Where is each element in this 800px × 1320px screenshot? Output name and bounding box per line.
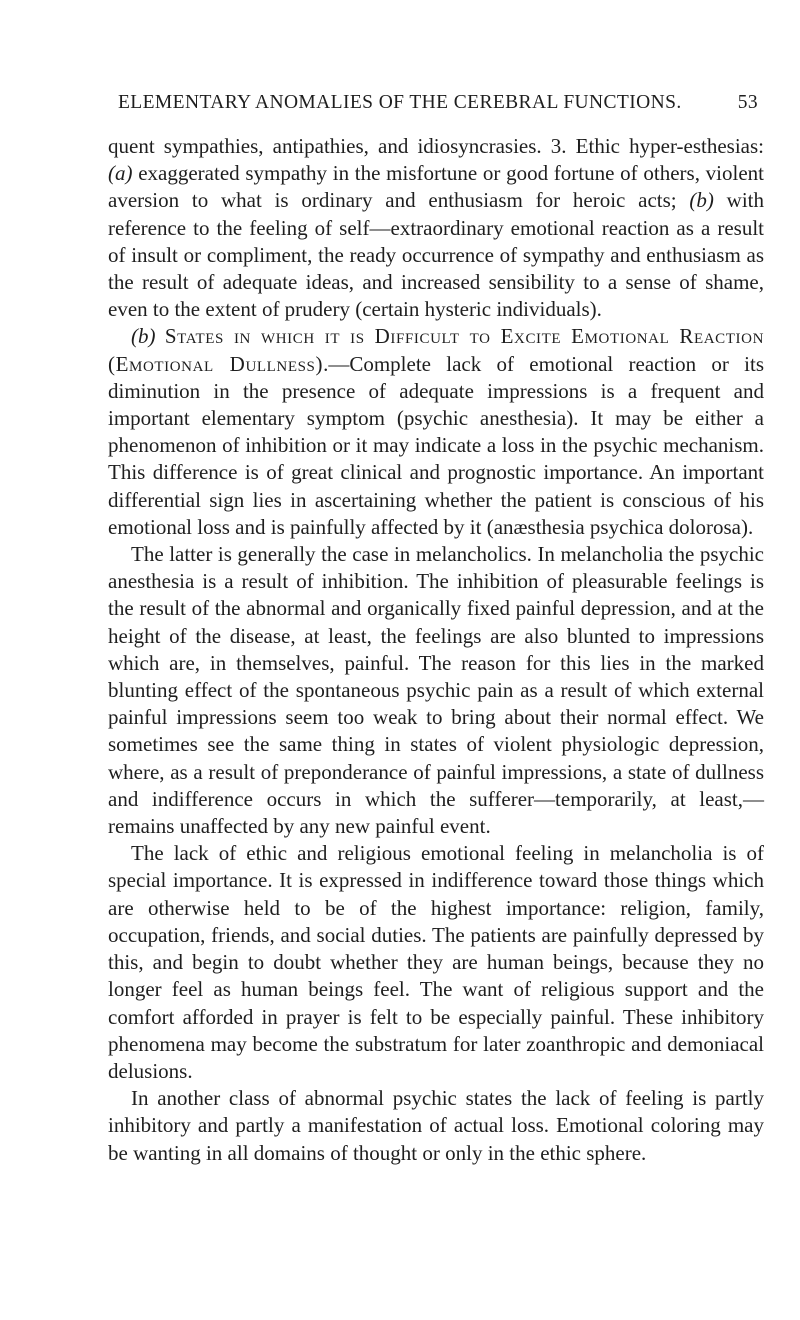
text-run: quent sympathies, antipathies, and idiosyncrasies. 3. Ethic hyper-esthesias: (108, 134, 764, 158)
paragraph-lack-of-feeling: In another class of abnormal psychic states the lack of feeling is partly inhibitory and partly a manifestation of actual loss. Emotional coloring may be wanting in all domains of thought or only in the ethic sphere. (108, 1086, 764, 1165)
text-run: exaggerated sympathy in the misfortune or good fortune of others, violent aversion to what is ordinary and enthusiasm for heroic acts; (108, 161, 764, 213)
paragraph-emotional-dullness (108, 323, 764, 541)
running-title: ELEMENTARY ANOMALIES OF THE CEREBRAL FUNCTIONS. (118, 92, 682, 113)
body-text (108, 133, 764, 1167)
text-run: with reference to the feeling of self—extraordinary emotional reaction as a result of insult or compliment, the ready occurrence of sympathy and enthusiasm as the result of adequate ideas, and increased sensibility to a sense of shame, even to the extent of prudery (certain hysteric individuals). (108, 188, 764, 322)
section-heading: States in which it is Difficult to Excite Emotional Reaction (Emotional Dullness) (108, 324, 764, 376)
italic-marker: (a) (108, 161, 133, 186)
italic-marker: (b) (131, 324, 156, 349)
paragraph-ethic-hyperesthesias (108, 133, 764, 323)
italic-marker: (b) (689, 188, 714, 213)
text-run: .—Complete lack of emotional reaction or its diminution in the presence of adequate impressions is a frequent and important elementary symptom (psychic anesthesia). It may be either a phenomenon of inhibition or it may indicate a loss in the psychic mechanism. This difference is of great clinical and prognostic importance. An important differential sign lies in ascertaining whether the patient is conscious of his emotional loss and is painfully affected by it (anæsthesia psychica dolorosa). (108, 351, 764, 539)
paragraph-melancholics: The latter is generally the case in melancholics. In melancholia the psychic anesthesia is a result of inhibition. The inhibition of pleasurable feelings is the result of the abnormal and organically fixed painful depression, and at the height of the disease, at least, the feelings are also blunted to impressions which are, in themselves, painful. The reason for this lies in the marked blunting effect of the spontaneous psychic pain as a result of which external painful impressions seem too weak to bring about their normal effect. We sometimes see the same thing in states of violent physiologic depression, where, as a result of preponderance of painful impressions, a state of dullness and indifference occurs in which the sufferer—temporarily, at least,— remains unaffected by any new painful event. (108, 542, 764, 839)
paragraph-ethic-religious-feeling: The lack of ethic and religious emotional feeling in melancholia is of special importance. It is expressed in indifference toward those things which are otherwise held to be of the highest importance: religion, family, occupation, friends, and social duties. The patients are painfully depressed by this, and begin to doubt whether they are human beings, because they no longer feel as human beings feel. The want of religious support and the comfort afforded in prayer is felt to be especially painful. These inhibitory phenomena may become the substratum for later zoanthropic and demoniacal delusions. (108, 841, 764, 1083)
running-header (118, 92, 758, 118)
page-number: 53 (737, 92, 758, 113)
